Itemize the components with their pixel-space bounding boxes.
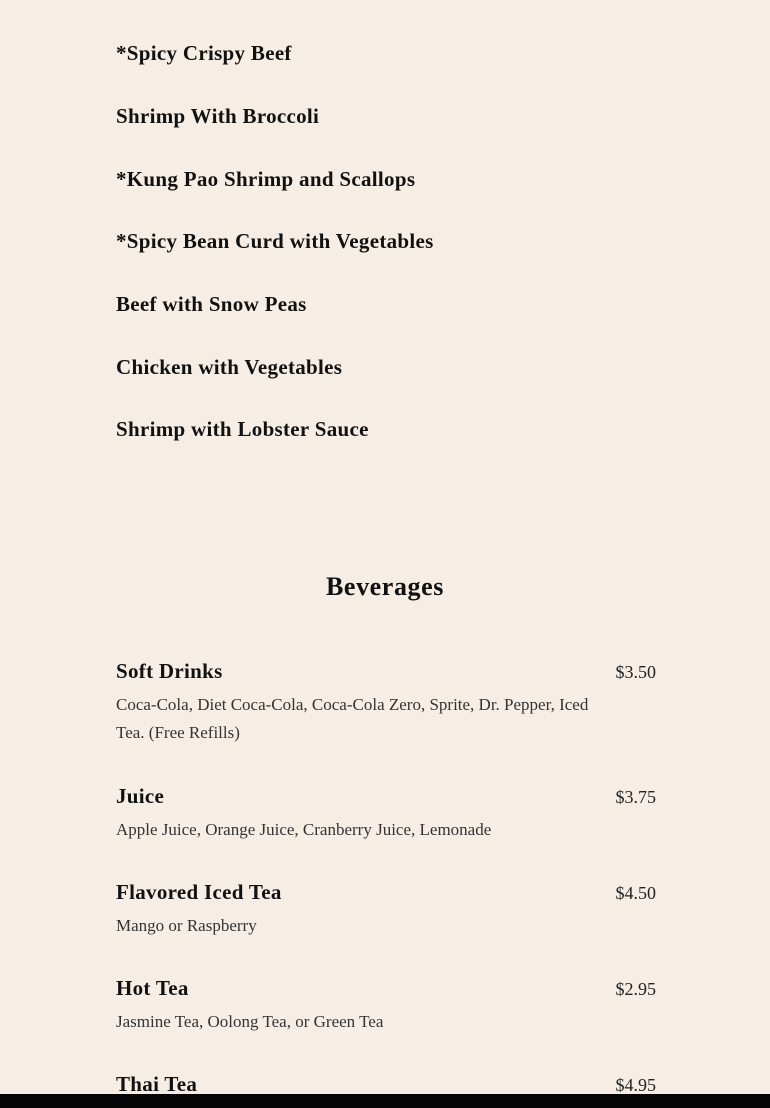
beverage-price: $3.75 xyxy=(615,787,656,807)
beverage-price: $3.50 xyxy=(615,662,656,682)
dish-item: Chicken with Vegetables xyxy=(116,355,343,379)
dish-item: *Spicy Crispy Beef xyxy=(116,41,292,65)
dish-item: Beef with Snow Peas xyxy=(116,292,307,316)
beverage-name: Soft Drinks xyxy=(116,659,223,683)
dish-item: Shrimp with Lobster Sauce xyxy=(116,417,369,441)
beverage-description: Coca-Cola, Diet Coca-Cola, Coca-Cola Zero, Sprite, Dr. Pepper, Iced Tea. (Free Refills) xyxy=(116,695,589,742)
beverages-section-title: Beverages xyxy=(325,572,445,601)
beverage-description: Mango or Raspberry xyxy=(116,916,257,935)
dish-item: Shrimp With Broccoli xyxy=(116,104,320,128)
beverage-price: $2.95 xyxy=(615,979,656,999)
beverage-price: $4.50 xyxy=(615,883,656,903)
beverage-price: $4.95 xyxy=(615,1075,656,1094)
beverage-description: Jasmine Tea, Oolong Tea, or Green Tea xyxy=(116,1012,384,1031)
cut-off-dish-item xyxy=(116,0,122,9)
dish-item: *Spicy Bean Curd with Vegetables xyxy=(116,229,434,253)
beverage-name: Hot Tea xyxy=(116,976,189,1000)
beverage-name: Thai Tea xyxy=(116,1072,198,1094)
bottom-edge-bar xyxy=(0,1094,770,1108)
beverage-name: Juice xyxy=(116,784,165,808)
beverage-name: Flavored Iced Tea xyxy=(116,880,282,904)
beverage-description: Apple Juice, Orange Juice, Cranberry Juice, Lemonade xyxy=(116,820,492,839)
dish-item: *Kung Pao Shrimp and Scallops xyxy=(116,167,416,191)
